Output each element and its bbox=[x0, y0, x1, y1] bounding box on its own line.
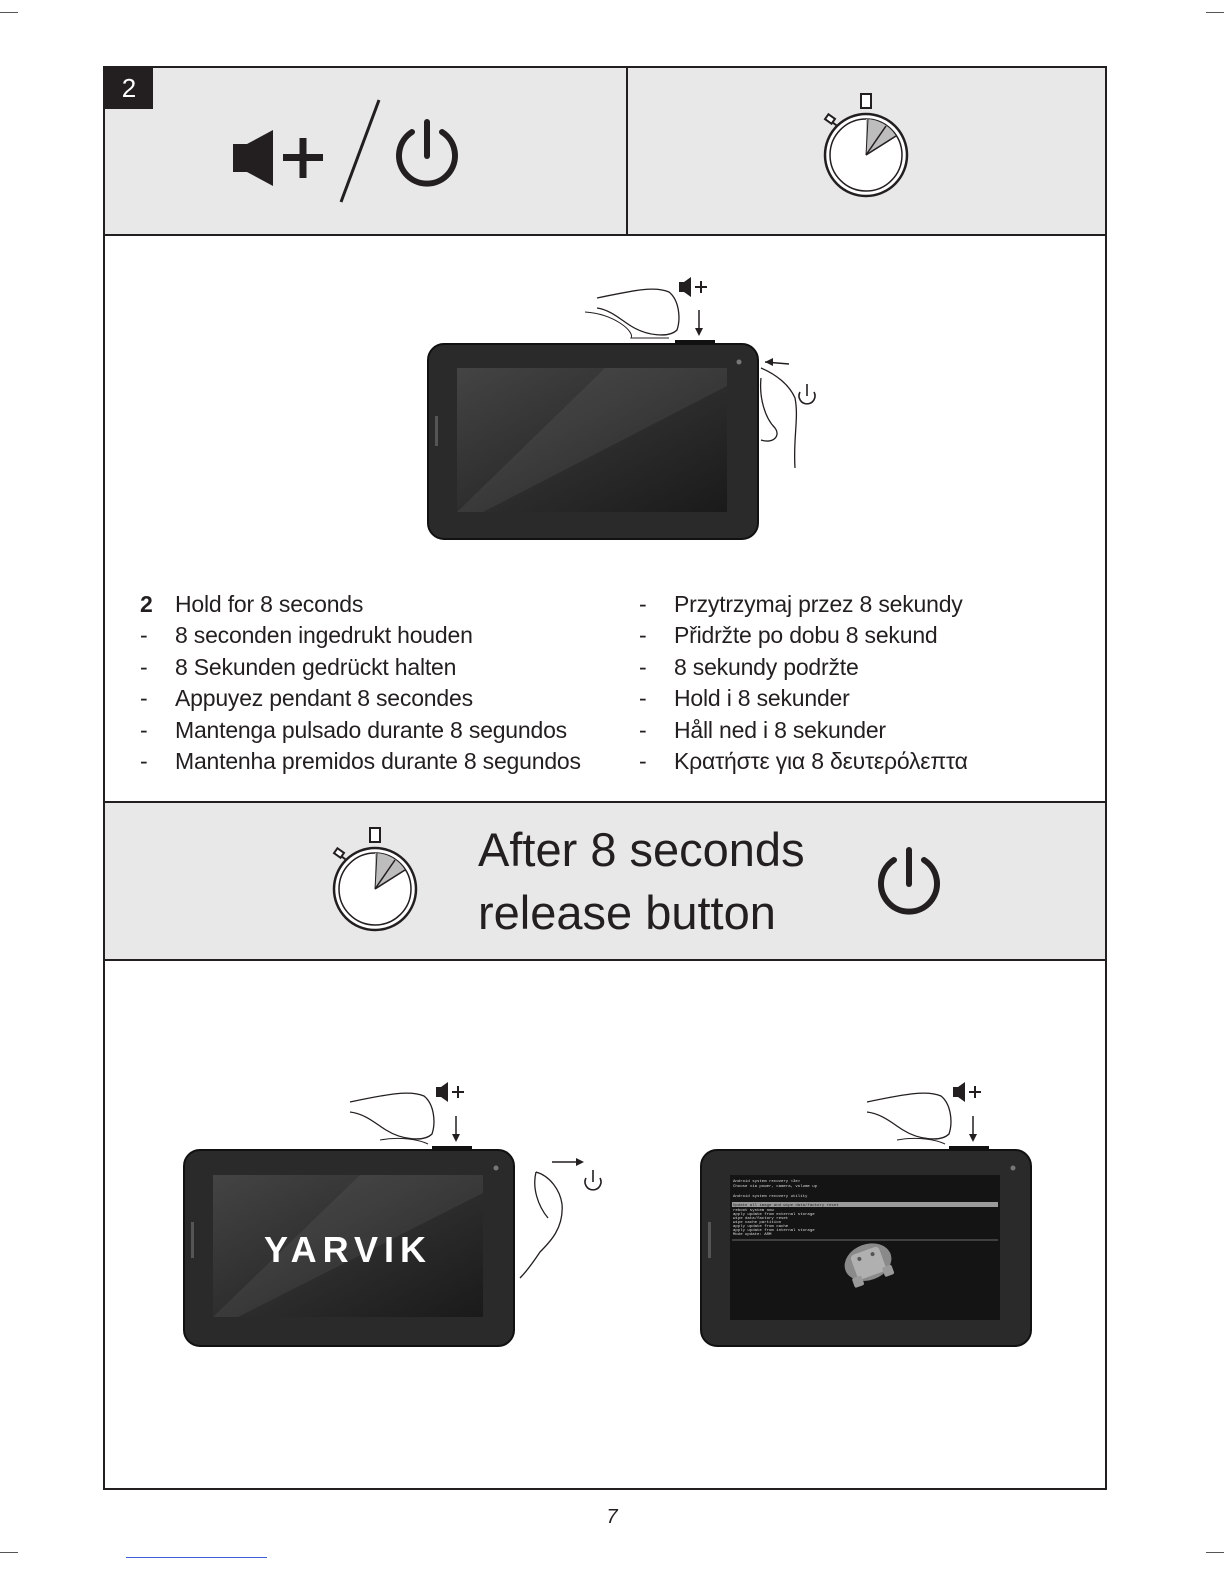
section-divider bbox=[105, 234, 1105, 236]
list-item: 2 Hold for 8 seconds bbox=[140, 591, 364, 617]
tablet-recovery-illustration bbox=[697, 1078, 1037, 1358]
release-line-1: After 8 seconds bbox=[478, 823, 805, 876]
crop-mark bbox=[1206, 12, 1224, 13]
crop-mark bbox=[0, 12, 18, 13]
list-item: - Κρατήστε για 8 δευτερόλεπτα bbox=[639, 747, 968, 774]
power-icon bbox=[874, 846, 944, 918]
recovery-item: apply update from internal storage bbox=[733, 1229, 815, 1233]
recovery-item: Mode update: ARM bbox=[733, 1233, 772, 1237]
recovery-item: Update all image and wipe data/factory reset bbox=[733, 1204, 839, 1208]
volume-up-icon bbox=[231, 130, 331, 186]
list-item: - 8 seconden ingedrukt houden bbox=[140, 622, 473, 649]
list-item: - Hold i 8 sekunder bbox=[639, 685, 850, 712]
crop-mark bbox=[1206, 1552, 1224, 1553]
footer-rule bbox=[126, 1557, 267, 1558]
instruction-list-left bbox=[140, 589, 610, 777]
list-item: - Přidržte po dobu 8 sekund bbox=[639, 622, 938, 649]
recovery-item: wipe data/factory reset bbox=[733, 1217, 789, 1221]
recovery-item: apply update from external storage bbox=[733, 1213, 815, 1217]
list-item: - Håll ned i 8 sekunder bbox=[639, 716, 886, 743]
slash-separator bbox=[335, 98, 385, 204]
list-item: - Przytrzymaj przez 8 sekundy bbox=[639, 591, 963, 617]
recovery-item: wipe cache partition bbox=[733, 1221, 782, 1225]
release-instruction bbox=[478, 818, 805, 944]
power-icon bbox=[392, 118, 462, 190]
tablet-boot-logo-illustration bbox=[180, 1078, 620, 1358]
crop-mark bbox=[0, 1552, 18, 1553]
recovery-header-3: Android system recovery utility bbox=[733, 1195, 808, 1199]
list-item: - Mantenga pulsado durante 8 segundos bbox=[140, 716, 567, 743]
recovery-item: apply update from cache bbox=[733, 1225, 789, 1229]
recovery-header-1: Android system recovery <3e> bbox=[733, 1180, 801, 1184]
section-divider bbox=[105, 959, 1105, 961]
list-item: - Appuyez pendant 8 secondes bbox=[140, 685, 473, 712]
recovery-header-2: Choose via power, camera, volume up bbox=[733, 1185, 818, 1189]
page-number: 7 bbox=[606, 1506, 618, 1528]
list-item: - Mantenha premidos durante 8 segundos bbox=[140, 747, 581, 774]
step-number-badge: 2 bbox=[105, 68, 153, 109]
instruction-list-right bbox=[639, 589, 1079, 777]
header-divider bbox=[626, 68, 628, 234]
release-line-2: release button bbox=[478, 886, 776, 939]
stopwatch-icon bbox=[818, 92, 914, 198]
list-item: - 8 Sekunden gedrückt halten bbox=[140, 653, 457, 680]
stopwatch-icon bbox=[327, 826, 423, 932]
recovery-item: reboot system now bbox=[733, 1209, 774, 1213]
tablet-hold-buttons-illustration bbox=[425, 268, 835, 548]
list-item: - 8 sekundy podržte bbox=[639, 653, 859, 680]
instruction-panel bbox=[103, 66, 1107, 1490]
tablet-logo-text: YARVIK bbox=[263, 1229, 433, 1270]
